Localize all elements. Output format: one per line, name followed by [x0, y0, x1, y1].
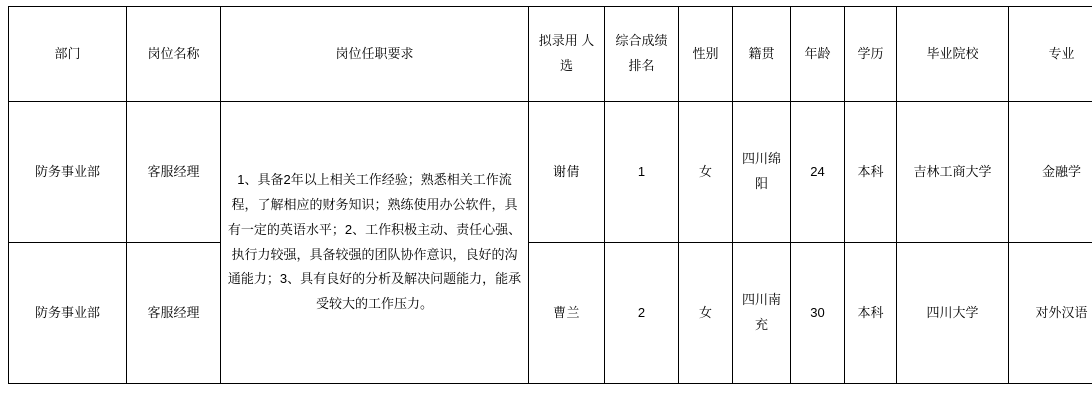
cell-education: 本科 — [845, 243, 897, 384]
recruitment-table — [8, 6, 1092, 384]
column-header-post: 岗位名称 — [127, 7, 221, 102]
cell-age: 24 — [791, 102, 845, 243]
cell-post: 客服经理 — [127, 102, 221, 243]
column-header-rank: 综合成绩排名 — [605, 7, 679, 102]
cell-school: 四川大学 — [897, 243, 1009, 384]
column-header-candidate: 拟录用 人选 — [529, 7, 605, 102]
cell-education: 本科 — [845, 102, 897, 243]
column-header-dept: 部门 — [9, 7, 127, 102]
cell-school: 吉林工商大学 — [897, 102, 1009, 243]
column-header-sex: 性别 — [679, 7, 733, 102]
cell-age: 30 — [791, 243, 845, 384]
cell-dept: 防务事业部 — [9, 243, 127, 384]
document-page — [0, 6, 1092, 408]
cell-rank: 1 — [605, 102, 679, 243]
table-row — [9, 102, 1092, 243]
cell-post: 客服经理 — [127, 243, 221, 384]
cell-sex: 女 — [679, 243, 733, 384]
cell-candidate: 曹兰 — [529, 243, 605, 384]
cell-sex: 女 — [679, 102, 733, 243]
cell-major: 对外汉语 — [1009, 243, 1092, 384]
table-header-row — [9, 7, 1092, 102]
column-header-age: 年龄 — [791, 7, 845, 102]
cell-major: 金融学 — [1009, 102, 1092, 243]
cell-native-place: 四川南充 — [733, 243, 791, 384]
cell-rank: 2 — [605, 243, 679, 384]
cell-native-place: 四川绵阳 — [733, 102, 791, 243]
table-row — [9, 243, 1092, 384]
cell-dept: 防务事业部 — [9, 102, 127, 243]
column-header-school: 毕业院校 — [897, 7, 1009, 102]
cell-candidate: 谢倩 — [529, 102, 605, 243]
cell-requirements: 1、具备2年以上相关工作经验；熟悉相关工作流程，了解相应的财务知识；熟练使用办公软件，具有一定的英语水平；2、工作积极主动、责任心强、执行力较强，具备较强的团队协作意识，良好的沟通能力；3、具有良好的分析及解决问题能力，能承受较大的工作压力。 — [221, 102, 529, 384]
column-header-education: 学历 — [845, 7, 897, 102]
column-header-native-place: 籍贯 — [733, 7, 791, 102]
column-header-requirements: 岗位任职要求 — [221, 7, 529, 102]
column-header-major: 专业 — [1009, 7, 1092, 102]
